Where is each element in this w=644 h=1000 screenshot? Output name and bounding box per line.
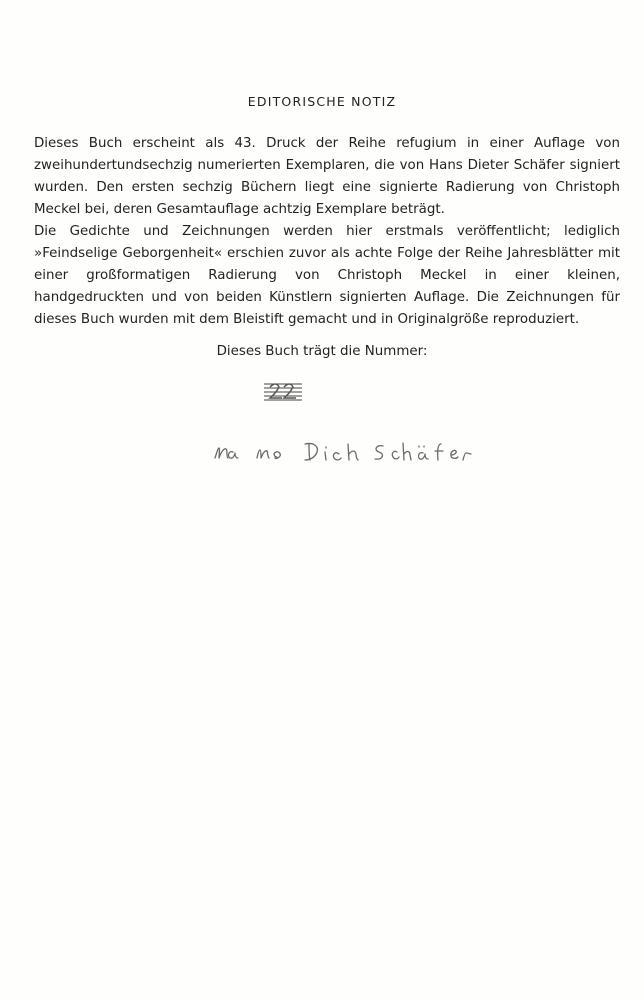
number-label: Dieses Buch trägt die Nummer: (216, 344, 428, 359)
paragraph-publication-note: Die Gedichte und Zeichnungen werden hier erstmals veröffentlicht; lediglich »Feindselige Geborgenheit« erschien zuvor als achte Folge der Reihe Jahresblätter mit einer großformatigen Radierung von Christoph Meckel in einer kleinen, handgedruckten und von beiden Künstlern signierten Auflage. Die Zeichnungen für dieses Buch wurden mit dem Bleistift gemacht und in Originalgröße reproduziert. (34, 224, 620, 327)
page-heading: EDITORISCHE NOTIZ (247, 94, 397, 109)
handwritten-signature (205, 430, 495, 474)
handwritten-copy-number (262, 378, 306, 406)
paragraph-edition-info: Dieses Buch erscheint als 43. Druck der Reihe refugium in einer Auflage von zweihundertundsechzig numerierten Exemplaren, die von Hans Dieter Schäfer signiert wurden. Den ersten sechzig Büchern liegt eine signierte Radierung von Christoph Meckel bei, deren Gesamtauflage achtzig Exemplare beträgt. (34, 136, 620, 217)
